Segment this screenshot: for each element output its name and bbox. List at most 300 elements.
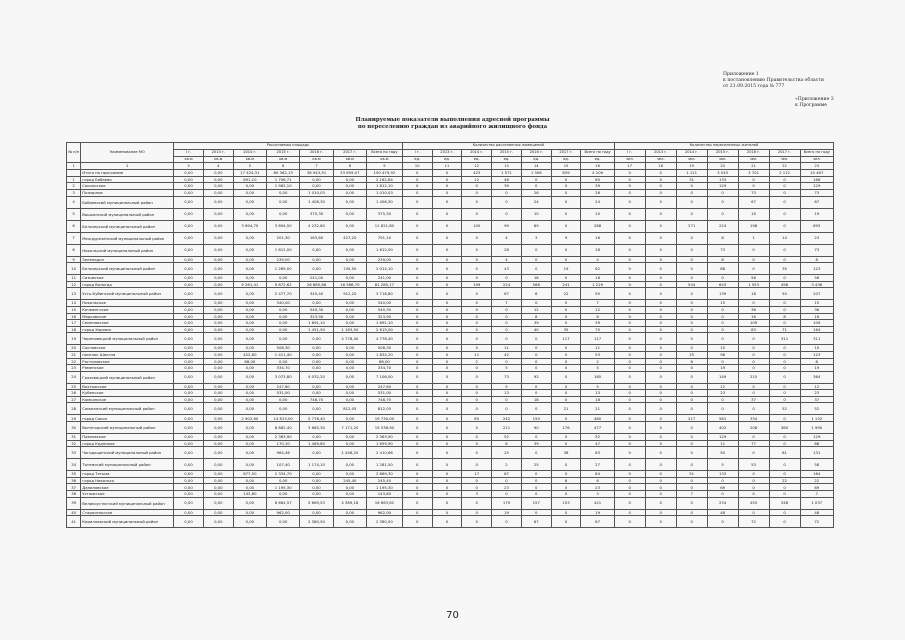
row-value: 133 [707,471,738,478]
row-value: 912,20 [333,288,366,300]
table-row [67,477,834,484]
row-value: 0 [432,403,462,415]
row-value: 2 477,70 [267,288,300,300]
row-value: 0 [738,244,769,256]
row-value: 85 [462,415,492,422]
row-number: 36 [67,477,81,484]
row-value: 0 [432,263,462,275]
row-value: 0,00 [174,170,204,177]
row-value: 0 [402,351,432,358]
row-value: 0,00 [333,509,366,516]
row-value: 7 [492,300,522,307]
row-value: 8 [492,440,522,447]
row-value: 0 [402,403,432,415]
row-number: 12 [67,281,81,288]
row-value: 1 571 [492,170,522,177]
row-value: 0 [614,306,645,313]
row-value: 0 [402,516,432,528]
row-value: 67 [521,516,551,528]
row-value: 0 [402,509,432,516]
row-value: 47 [581,440,614,447]
row-value: 0 [432,244,462,256]
row-value: 0,00 [203,403,233,415]
row-value: 15 [707,345,738,352]
row-value: 0,00 [233,244,266,256]
header-year: I г. [174,149,204,156]
row-value: 0 [614,232,645,244]
header-col-number: 13 [492,163,522,170]
row-value: 0,00 [267,196,300,208]
row-number: 15 [67,306,81,313]
table-row [67,183,834,190]
row-value: 0 [676,244,707,256]
row-value: 0,00 [233,509,266,516]
document-title [0,117,905,131]
row-value: 9 261,41 [233,281,266,288]
row-value: 39 [521,320,551,327]
row-number: 14 [67,300,81,307]
row-value: 0,00 [300,434,333,441]
row-value: 0 [492,306,522,313]
row-value: 427,20 [333,232,366,244]
row-value: 0 [769,244,800,256]
row-value: 745,50 [333,263,366,275]
row-value: 0 [432,300,462,307]
row-value: 0,00 [174,403,204,415]
row-value: 7 106,00 [367,371,403,383]
header-col-number: 7 [300,163,333,170]
row-value: 0,00 [300,358,333,365]
row-value: 0 [676,516,707,528]
row-value: 4 389,18 [333,497,366,509]
row-value: 0 [402,176,432,183]
row-value: 0 [462,383,492,390]
row-value: 0 [402,422,432,434]
row-value: 0 [738,345,769,352]
row-number: 25 [67,383,81,390]
row-value: 0,00 [233,208,266,220]
row-number: 32 [67,440,81,447]
row-value: 0,00 [174,471,204,478]
row-value: 0 [707,396,738,403]
row-value: 0 [432,415,462,422]
row-value: 1 406,30 [300,196,333,208]
header-col-number: 15 [551,163,581,170]
row-value: 0 [614,371,645,383]
row-value: 247,60 [267,383,300,390]
table-row [67,244,834,256]
row-value: 0,00 [174,313,204,320]
row-value: 150 479,92 [367,170,403,177]
row-value: 0 [402,263,432,275]
row-value: 0 [551,396,581,403]
row-value: 239,00 [267,256,300,263]
row-value: 271 [676,220,707,232]
row-value: 157 [521,497,551,509]
row-value: 3 438 [800,281,834,288]
row-value: 0 [614,300,645,307]
row-value: 0 [738,176,769,183]
row-value: 0,00 [333,183,366,190]
row-value: 8 [800,256,834,263]
row-number: 37 [67,484,81,491]
row-name: Сосновское [81,345,174,352]
row-value: 19 730,00 [367,415,403,422]
row-value: 691,10 [233,176,266,183]
row-value: 109 [738,320,769,327]
header-year: 2016 г. [521,149,551,156]
row-value: 0 [676,396,707,403]
row-value: 0 [676,189,707,196]
row-value: 0 [462,459,492,471]
row-value: 6 664,57 [267,497,300,509]
row-value: 0,00 [267,320,300,327]
row-value: 0,00 [333,459,366,471]
row-value: 0 [707,403,738,415]
row-value: 0 [551,509,581,516]
row-value: 0 [402,471,432,478]
row-value: 0,00 [174,447,204,459]
row-value: 0 [551,415,581,422]
table-row [67,333,834,345]
header-unit: чел. [738,156,769,163]
row-value: 0,00 [333,196,366,208]
row-value: 0 [492,477,522,484]
row-value: 0 [707,313,738,320]
row-value: 0,00 [203,333,233,345]
row-value: 0 [432,313,462,320]
row-value: 531,00 [367,390,403,397]
row-value: 0 [738,509,769,516]
row-value: 0,00 [203,170,233,177]
row-value: 0 [645,516,676,528]
row-value: 0 [614,196,645,208]
row-value: 0 [521,477,551,484]
row-name: Бабаевский муниципальный район [81,196,174,208]
row-value: 6 [676,358,707,365]
row-value: 143,80 [233,491,266,498]
row-name: город Кадников [81,440,174,447]
row-number: 6 [67,220,81,232]
row-value: 2 [492,459,522,471]
row-value: 0 [462,497,492,509]
row-value: 215 [738,371,769,383]
row-value: 129 [707,434,738,441]
row-name: Раменское [81,365,174,372]
row-value: 21 [551,403,581,415]
row-name: Вытегорский муниципальный район [81,422,174,434]
row-value: 0 [432,434,462,441]
row-value: 22 [800,477,834,484]
row-value: 0 [676,383,707,390]
row-value: 0 [614,383,645,390]
row-value: 0,00 [300,300,333,307]
row-value: 107,40 [267,459,300,471]
row-name: Старосельское [81,509,174,516]
row-value: 0 [521,351,551,358]
row-value: 5 [707,459,738,471]
row-value: 0 [402,459,432,471]
row-value: 8 682,40 [267,422,300,434]
row-value: 0,00 [300,256,333,263]
row-value: 0 [645,396,676,403]
row-value: 123 [800,263,834,275]
row-value: 0 [402,497,432,509]
row-value: 0 [462,434,492,441]
row-value: 0 [432,497,462,509]
row-value: 0 [645,497,676,509]
row-value: 0,00 [333,365,366,372]
row-value: 581 [707,415,738,422]
row-value: 83 [738,326,769,333]
row-value: 16 [581,232,614,244]
row-name: Вашкинский муниципальный район [81,208,174,220]
row-value: 0 [521,176,551,183]
row-value: 245,40 [333,477,366,484]
row-value: 0 [432,477,462,484]
row-value: 90 [521,422,551,434]
row-value: 2 162,84 [367,176,403,183]
row-value: 0,00 [203,326,233,333]
row-value: 0 [462,183,492,190]
row-value: 39 [492,183,522,190]
row-value: 0,00 [267,516,300,528]
header-total: Всего по году [581,149,614,156]
header-col-number: 19 [676,163,707,170]
row-name: Междуреченский муниципальный район [81,232,174,244]
row-value: 198 [738,220,769,232]
row-value: 67 [738,196,769,208]
row-value: 81 285,17 [367,281,403,288]
row-value: 0 [676,263,707,275]
header-col-number: 16 [581,163,614,170]
row-value: 0 [614,170,645,177]
row-value: 69 [707,484,738,491]
row-value: 0,00 [300,176,333,183]
row-value: 6 [800,358,834,365]
row-value: 0,00 [203,365,233,372]
row-value: 5 [492,383,522,390]
row-value: 0,00 [233,383,266,390]
row-value: 0 [614,220,645,232]
row-value: 0,00 [203,345,233,352]
row-value: 0 [462,263,492,275]
row-value: 0 [769,220,800,232]
row-value: 3 894,50 [267,220,300,232]
row-value: 0 [462,509,492,516]
row-value: 2 363,90 [367,434,403,441]
table-row [67,220,834,232]
row-value: 1 553 [738,281,769,288]
row-value: 18 [521,396,551,403]
row-value: 176 [551,422,581,434]
row-value: 0 [614,440,645,447]
table-row [67,170,834,177]
row-value: 24 [521,196,551,208]
row-value: 0 [432,288,462,300]
row-value: 0 [645,300,676,307]
header-col-number: 5 [233,163,266,170]
row-value: 288 [581,220,614,232]
row-value: 0,00 [233,497,266,509]
row-value: 0 [551,189,581,196]
row-number: 16 [67,313,81,320]
row-value: 73 [738,189,769,196]
table-row [67,365,834,372]
row-value: 36 [738,306,769,313]
table-row [67,484,834,491]
row-value: 0 [521,256,551,263]
row-value: 239,00 [367,256,403,263]
row-value: 0,00 [174,415,204,422]
row-value: 0 [432,471,462,478]
header-col-number: 14 [521,163,551,170]
row-value: 53 [738,459,769,471]
row-value: 0 [676,434,707,441]
row-value: 508,30 [367,345,403,352]
row-value: 0 [551,306,581,313]
row-value: 72 [800,516,834,528]
row-number: 21 [67,351,81,358]
row-value: 153 [551,497,581,509]
row-name: Ростиловское [81,358,174,365]
row-name: Семеновское [81,320,174,327]
row-number: 29 [67,415,81,422]
row-value: 19 [738,208,769,220]
row-value: 0 [738,447,769,459]
table-row [67,497,834,509]
header-row-years [67,149,834,156]
row-value: 73 [707,244,738,256]
row-value: 2 014,10 [367,263,403,275]
row-value: 0 [462,365,492,372]
header-col-number: 18 [645,163,676,170]
row-value: 0 [738,390,769,397]
row-value: 0,00 [203,208,233,220]
row-value: 0 [769,256,800,263]
row-value: 26 [521,189,551,196]
header-row-numbers [67,163,834,170]
row-value: 0,00 [233,403,266,415]
table-row [67,256,834,263]
row-value: 0 [676,288,707,300]
row-value: 19 538,90 [367,422,403,434]
row-value: 19 [492,509,522,516]
row-value: 117 [581,333,614,345]
row-value: 4 032,20 [300,371,333,383]
row-value: 0 [645,196,676,208]
row-value: 0,00 [203,415,233,422]
row-value: 0 [402,208,432,220]
header-col-number: 23 [800,163,834,170]
row-value: 380 [769,422,800,434]
row-value: 7 171,20 [333,422,366,434]
row-value: 0 [551,434,581,441]
row-value: 0,00 [333,383,366,390]
row-value: 92 [521,371,551,383]
row-value: 35 [551,326,581,333]
row-value: 12 [581,306,614,313]
row-value: 0 [769,390,800,397]
row-value: 0 [769,459,800,471]
row-value: 0 [551,459,581,471]
row-value: 791,10 [367,232,403,244]
row-value: 0,00 [333,516,366,528]
row-value: 0 [432,196,462,208]
row-value: 0,00 [233,300,266,307]
row-value: 0 [402,281,432,288]
row-value: 1 489,80 [300,440,333,447]
row-value: 1 281,50 [367,459,403,471]
row-name: Белозерский муниципальный район [81,263,174,275]
row-value: 0,00 [174,320,204,327]
row-value: 1 451,50 [300,326,333,333]
row-value: 2 363,90 [267,434,300,441]
row-value: 544 [676,281,707,288]
row-value: 0,00 [300,263,333,275]
row-value: 0 [676,440,707,447]
row-value: 0 [402,390,432,397]
row-value: 0 [432,232,462,244]
header-unit: чел. [707,156,738,163]
row-value: 67 [800,196,834,208]
row-value: 0 [402,345,432,352]
row-value: 0 [551,383,581,390]
row-value: 51 [676,471,707,478]
row-value: 123 [800,351,834,358]
table-row [67,351,834,358]
row-value: 0,00 [174,422,204,434]
row-value: 0 [614,358,645,365]
row-value: 0 [769,516,800,528]
row-value: 0 [432,208,462,220]
row-value: 19 [707,365,738,372]
row-value: 0 [769,196,800,208]
row-value: 0 [645,320,676,327]
row-value: 0 [738,491,769,498]
row-value: 0 [432,440,462,447]
row-value: 0 [676,333,707,345]
row-value: 323,90 [367,313,403,320]
row-value: 0 [551,516,581,528]
row-number: 40 [67,509,81,516]
header-col-number: 17 [614,163,645,170]
row-value: 0,00 [174,484,204,491]
row-name: Никольское [81,300,174,307]
row-value: 0,00 [203,422,233,434]
row-value: 0 [614,516,645,528]
row-value: 53 [581,351,614,358]
row-value: 0 [645,415,676,422]
header-area: Расселяемая площадь [174,143,403,150]
row-value: 2 [581,358,614,365]
row-value: 56 [738,275,769,282]
row-value: 62 [581,263,614,275]
row-value: 0 [551,176,581,183]
row-name: Сямженский муниципальный район [81,403,174,415]
row-value: 58 [800,459,834,471]
header-year: 2016 г. [300,149,333,156]
row-value: 207 [800,288,834,300]
row-value: 375,30 [367,208,403,220]
row-value: 0 [551,440,581,447]
row-value: 170,10 [267,440,300,447]
row-value: 0 [738,477,769,484]
row-value: 3 [462,491,492,498]
table-row [67,232,834,244]
row-value: 311 [769,333,800,345]
row-value: 0,00 [203,288,233,300]
